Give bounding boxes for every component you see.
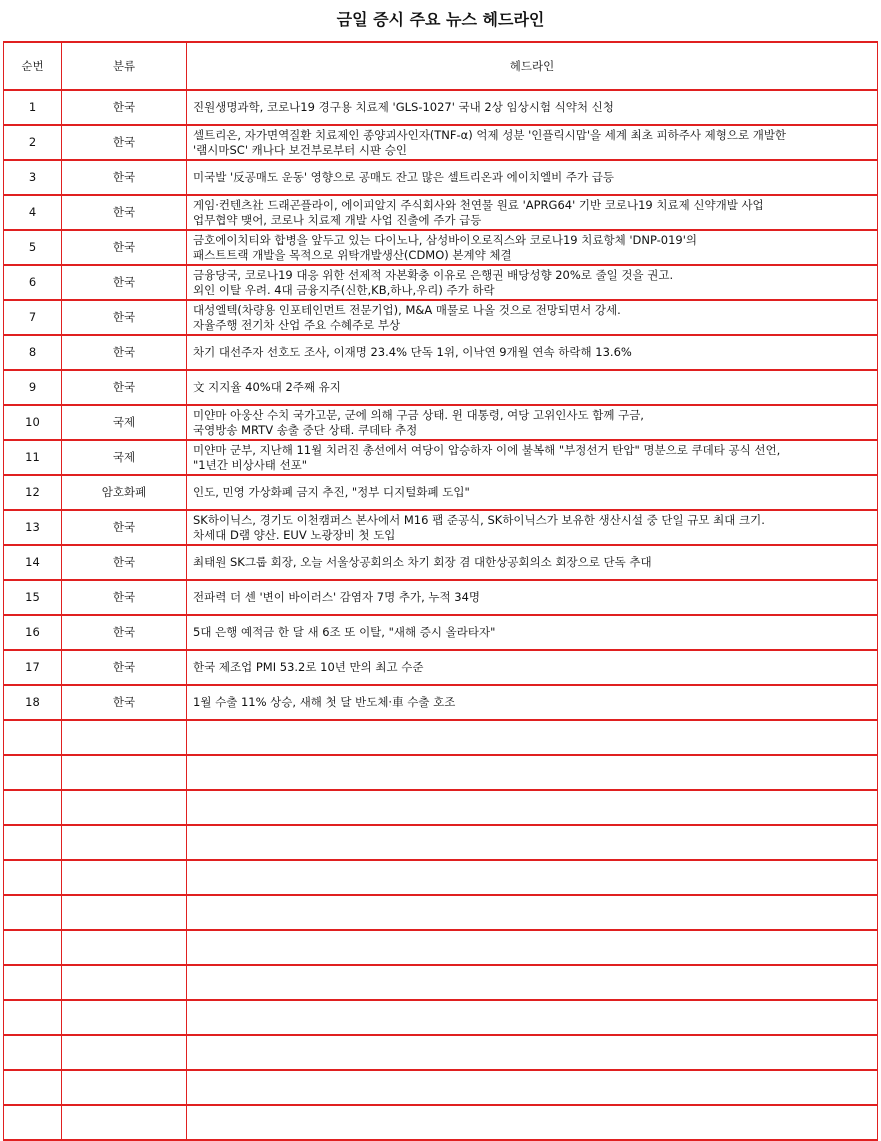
- empty-cell: [4, 790, 62, 825]
- table-row: [4, 615, 878, 650]
- empty-row: [4, 825, 878, 860]
- row-headline: [187, 685, 878, 720]
- row-headline: [187, 615, 878, 650]
- row-category: 한국: [62, 230, 187, 265]
- headline-line: 패스트트랙 개발을 목적으로 위탁개발생산(CDMO) 본계약 체결: [193, 247, 512, 262]
- headline-line: 자율주행 전기차 산업 주요 수혜주로 부상: [193, 317, 401, 332]
- row-category: 한국: [62, 335, 187, 370]
- empty-cell: [187, 825, 878, 860]
- table-row: [4, 370, 878, 405]
- row-number: 3: [4, 160, 62, 195]
- headline-line: 차세대 D램 양산. EUV 노광장비 첫 도입: [193, 527, 396, 542]
- table-header-row: [4, 42, 878, 90]
- table-row: [4, 160, 878, 195]
- row-category: 국제: [62, 440, 187, 475]
- empty-cell: [4, 1070, 62, 1105]
- headline-line: 미얀마 군부, 지난해 11월 치러진 총선에서 여당이 압승하자 이에 불복해 "부정선거 탄압" 명분으로 쿠데타 공식 선언,: [193, 442, 781, 457]
- page-title: 금일 증시 주요 뉴스 헤드라인: [336, 10, 545, 29]
- empty-cell: [187, 1070, 878, 1105]
- row-category: 한국: [62, 90, 187, 125]
- headline-line: 차기 대선주자 선호도 조사, 이재명 23.4% 단독 1위, 이낙연 9개월 연속 하락해 13.6%: [193, 345, 632, 359]
- row-number: 1: [4, 90, 62, 125]
- table-row: [4, 545, 878, 580]
- table-row: [4, 90, 878, 125]
- empty-cell: [62, 860, 187, 895]
- table-row: [4, 125, 878, 160]
- row-headline: [187, 580, 878, 615]
- empty-cell: [4, 860, 62, 895]
- empty-cell: [4, 755, 62, 790]
- column-header-num: 순번: [4, 42, 62, 90]
- row-category: 한국: [62, 650, 187, 685]
- row-category: 한국: [62, 370, 187, 405]
- row-category: 한국: [62, 125, 187, 160]
- row-headline: [187, 125, 878, 160]
- empty-cell: [62, 965, 187, 1000]
- empty-row: [4, 1035, 878, 1070]
- empty-cell: [62, 755, 187, 790]
- empty-cell: [4, 930, 62, 965]
- row-headline: [187, 335, 878, 370]
- headline-line: 미얀마 아웅산 수치 국가고문, 군에 의해 구금 상태. 윈 대통령, 여당 고위인사도 함께 구금,: [193, 407, 644, 422]
- column-header-category: 분류: [62, 42, 187, 90]
- empty-cell: [4, 825, 62, 860]
- row-headline: [187, 265, 878, 300]
- empty-cell: [4, 965, 62, 1000]
- row-category: 한국: [62, 615, 187, 650]
- headline-line: 외인 이탈 우려. 4대 금융지주(신한,KB,하나,우리) 주가 하락: [193, 282, 495, 297]
- row-category: 한국: [62, 545, 187, 580]
- row-category: 한국: [62, 510, 187, 545]
- table-row: [4, 580, 878, 615]
- row-number: 11: [4, 440, 62, 475]
- row-number: 8: [4, 335, 62, 370]
- empty-cell: [187, 1035, 878, 1070]
- empty-cell: [62, 930, 187, 965]
- headline-line: 업무협약 맺어, 코로나 치료제 개발 사업 진출에 주가 급등: [193, 212, 482, 227]
- row-number: 15: [4, 580, 62, 615]
- table-row: [4, 405, 878, 440]
- empty-row: [4, 720, 878, 755]
- headline-line: 5대 은행 예적금 한 달 새 6조 또 이탈, "새해 증시 올라타자": [193, 625, 496, 639]
- headline-line: SK하이닉스, 경기도 이천캠퍼스 본사에서 M16 팹 준공식, SK하이닉스가 보유한 생산시설 중 단일 규모 최대 크기.: [193, 512, 765, 527]
- empty-cell: [187, 720, 878, 755]
- headline-line: 진원생명과학, 코로나19 경구용 치료제 'GLS-1027' 국내 2상 임상시험 식약처 신청: [193, 100, 614, 114]
- row-headline: [187, 405, 878, 440]
- row-category: 한국: [62, 300, 187, 335]
- table-row: [4, 230, 878, 265]
- row-category: 한국: [62, 160, 187, 195]
- row-headline: [187, 230, 878, 265]
- row-headline: [187, 545, 878, 580]
- row-number: 7: [4, 300, 62, 335]
- empty-cell: [4, 1035, 62, 1070]
- headline-line: 최태원 SK그룹 회장, 오늘 서울상공회의소 차기 회장 겸 대한상공회의소 회장으로 단독 추대: [193, 555, 652, 569]
- row-category: 국제: [62, 405, 187, 440]
- empty-cell: [62, 895, 187, 930]
- headline-line: 한국 제조업 PMI 53.2로 10년 만의 최고 수준: [193, 660, 424, 674]
- empty-cell: [62, 790, 187, 825]
- row-number: 9: [4, 370, 62, 405]
- row-headline: [187, 440, 878, 475]
- headline-line: 게임·컨텐츠社 드래곤플라이, 에이피알지 주식회사와 천연물 원료 'APRG64' 기반 코로나19 치료제 신약개발 사업: [193, 197, 764, 212]
- empty-cell: [62, 825, 187, 860]
- empty-cell: [187, 930, 878, 965]
- headline-line: 미국발 '反공매도 운동' 영향으로 공매도 잔고 많은 셀트리온과 에이치엘비 주가 급등: [193, 170, 614, 184]
- table-row: [4, 265, 878, 300]
- row-category: 한국: [62, 685, 187, 720]
- row-headline: [187, 370, 878, 405]
- headline-line: 전파력 더 센 '변이 바이러스' 감염자 7명 추가, 누적 34명: [193, 590, 481, 604]
- row-category: 한국: [62, 265, 187, 300]
- empty-cell: [187, 860, 878, 895]
- row-headline: [187, 300, 878, 335]
- row-number: 16: [4, 615, 62, 650]
- empty-cell: [187, 790, 878, 825]
- empty-cell: [62, 720, 187, 755]
- headline-line: "1년간 비상사태 선포": [193, 457, 308, 472]
- row-number: 5: [4, 230, 62, 265]
- table-row: [4, 335, 878, 370]
- row-number: 18: [4, 685, 62, 720]
- row-category: 암호화폐: [62, 475, 187, 510]
- empty-cell: [4, 895, 62, 930]
- headline-line: 1월 수출 11% 상승, 새해 첫 달 반도체·車 수출 호조: [193, 695, 456, 709]
- empty-row: [4, 1000, 878, 1035]
- headline-line: 인도, 민영 가상화폐 금지 추진, "정부 디지털화폐 도입": [193, 485, 470, 499]
- row-number: 14: [4, 545, 62, 580]
- empty-cell: [4, 1000, 62, 1035]
- news-table: [3, 41, 878, 1141]
- row-headline: [187, 475, 878, 510]
- column-header-headline: 헤드라인: [187, 42, 878, 90]
- table-body: [4, 90, 878, 1140]
- empty-row: [4, 930, 878, 965]
- empty-cell: [62, 1070, 187, 1105]
- row-headline: [187, 650, 878, 685]
- table-row: [4, 440, 878, 475]
- headline-line: 국영방송 MRTV 송출 중단 상태. 쿠데타 추정: [193, 422, 418, 437]
- row-number: 6: [4, 265, 62, 300]
- table-row: [4, 195, 878, 230]
- empty-cell: [187, 755, 878, 790]
- table-row: [4, 475, 878, 510]
- empty-cell: [62, 1000, 187, 1035]
- empty-row: [4, 965, 878, 1000]
- headline-line: 금호에이치티와 합병을 앞두고 있는 다이노나, 삼성바이오로직스와 코로나19 치료항체 'DNP-019'의: [193, 232, 698, 247]
- empty-row: [4, 860, 878, 895]
- row-number: 13: [4, 510, 62, 545]
- row-category: 한국: [62, 580, 187, 615]
- row-headline: [187, 195, 878, 230]
- empty-row: [4, 755, 878, 790]
- empty-cell: [187, 1000, 878, 1035]
- headline-line: 셀트리온, 자가면역질환 치료제인 종양괴사인자(TNF-α) 억제 성분 '인플릭시맙'을 세계 최초 피하주사 제형으로 개발한: [193, 127, 787, 142]
- headline-line: 대성엘텍(차량용 인포테인먼트 전문기업), M&A 매물로 나올 것으로 전망되면서 강세.: [193, 302, 621, 317]
- row-number: 2: [4, 125, 62, 160]
- row-number: 4: [4, 195, 62, 230]
- headline-line: '램시마SC' 캐나다 보건부로부터 시판 승인: [193, 142, 408, 157]
- headline-line: 금융당국, 코로나19 대응 위한 선제적 자본확충 이유로 은행권 배당성향 20%로 줄일 것을 권고.: [193, 267, 674, 282]
- row-number: 17: [4, 650, 62, 685]
- empty-cell: [4, 720, 62, 755]
- row-headline: [187, 90, 878, 125]
- headline-line: 文 지지율 40%대 2주째 유지: [193, 380, 341, 394]
- empty-row: [4, 1070, 878, 1105]
- row-category: 한국: [62, 195, 187, 230]
- row-headline: [187, 510, 878, 545]
- row-number: 12: [4, 475, 62, 510]
- table-row: [4, 300, 878, 335]
- table-row: [4, 685, 878, 720]
- table-row: [4, 510, 878, 545]
- table-row: [4, 650, 878, 685]
- empty-row: [4, 895, 878, 930]
- empty-cell: [187, 965, 878, 1000]
- empty-cell: [187, 895, 878, 930]
- empty-row: [4, 790, 878, 825]
- empty-cell: [62, 1035, 187, 1070]
- row-headline: [187, 160, 878, 195]
- row-number: 10: [4, 405, 62, 440]
